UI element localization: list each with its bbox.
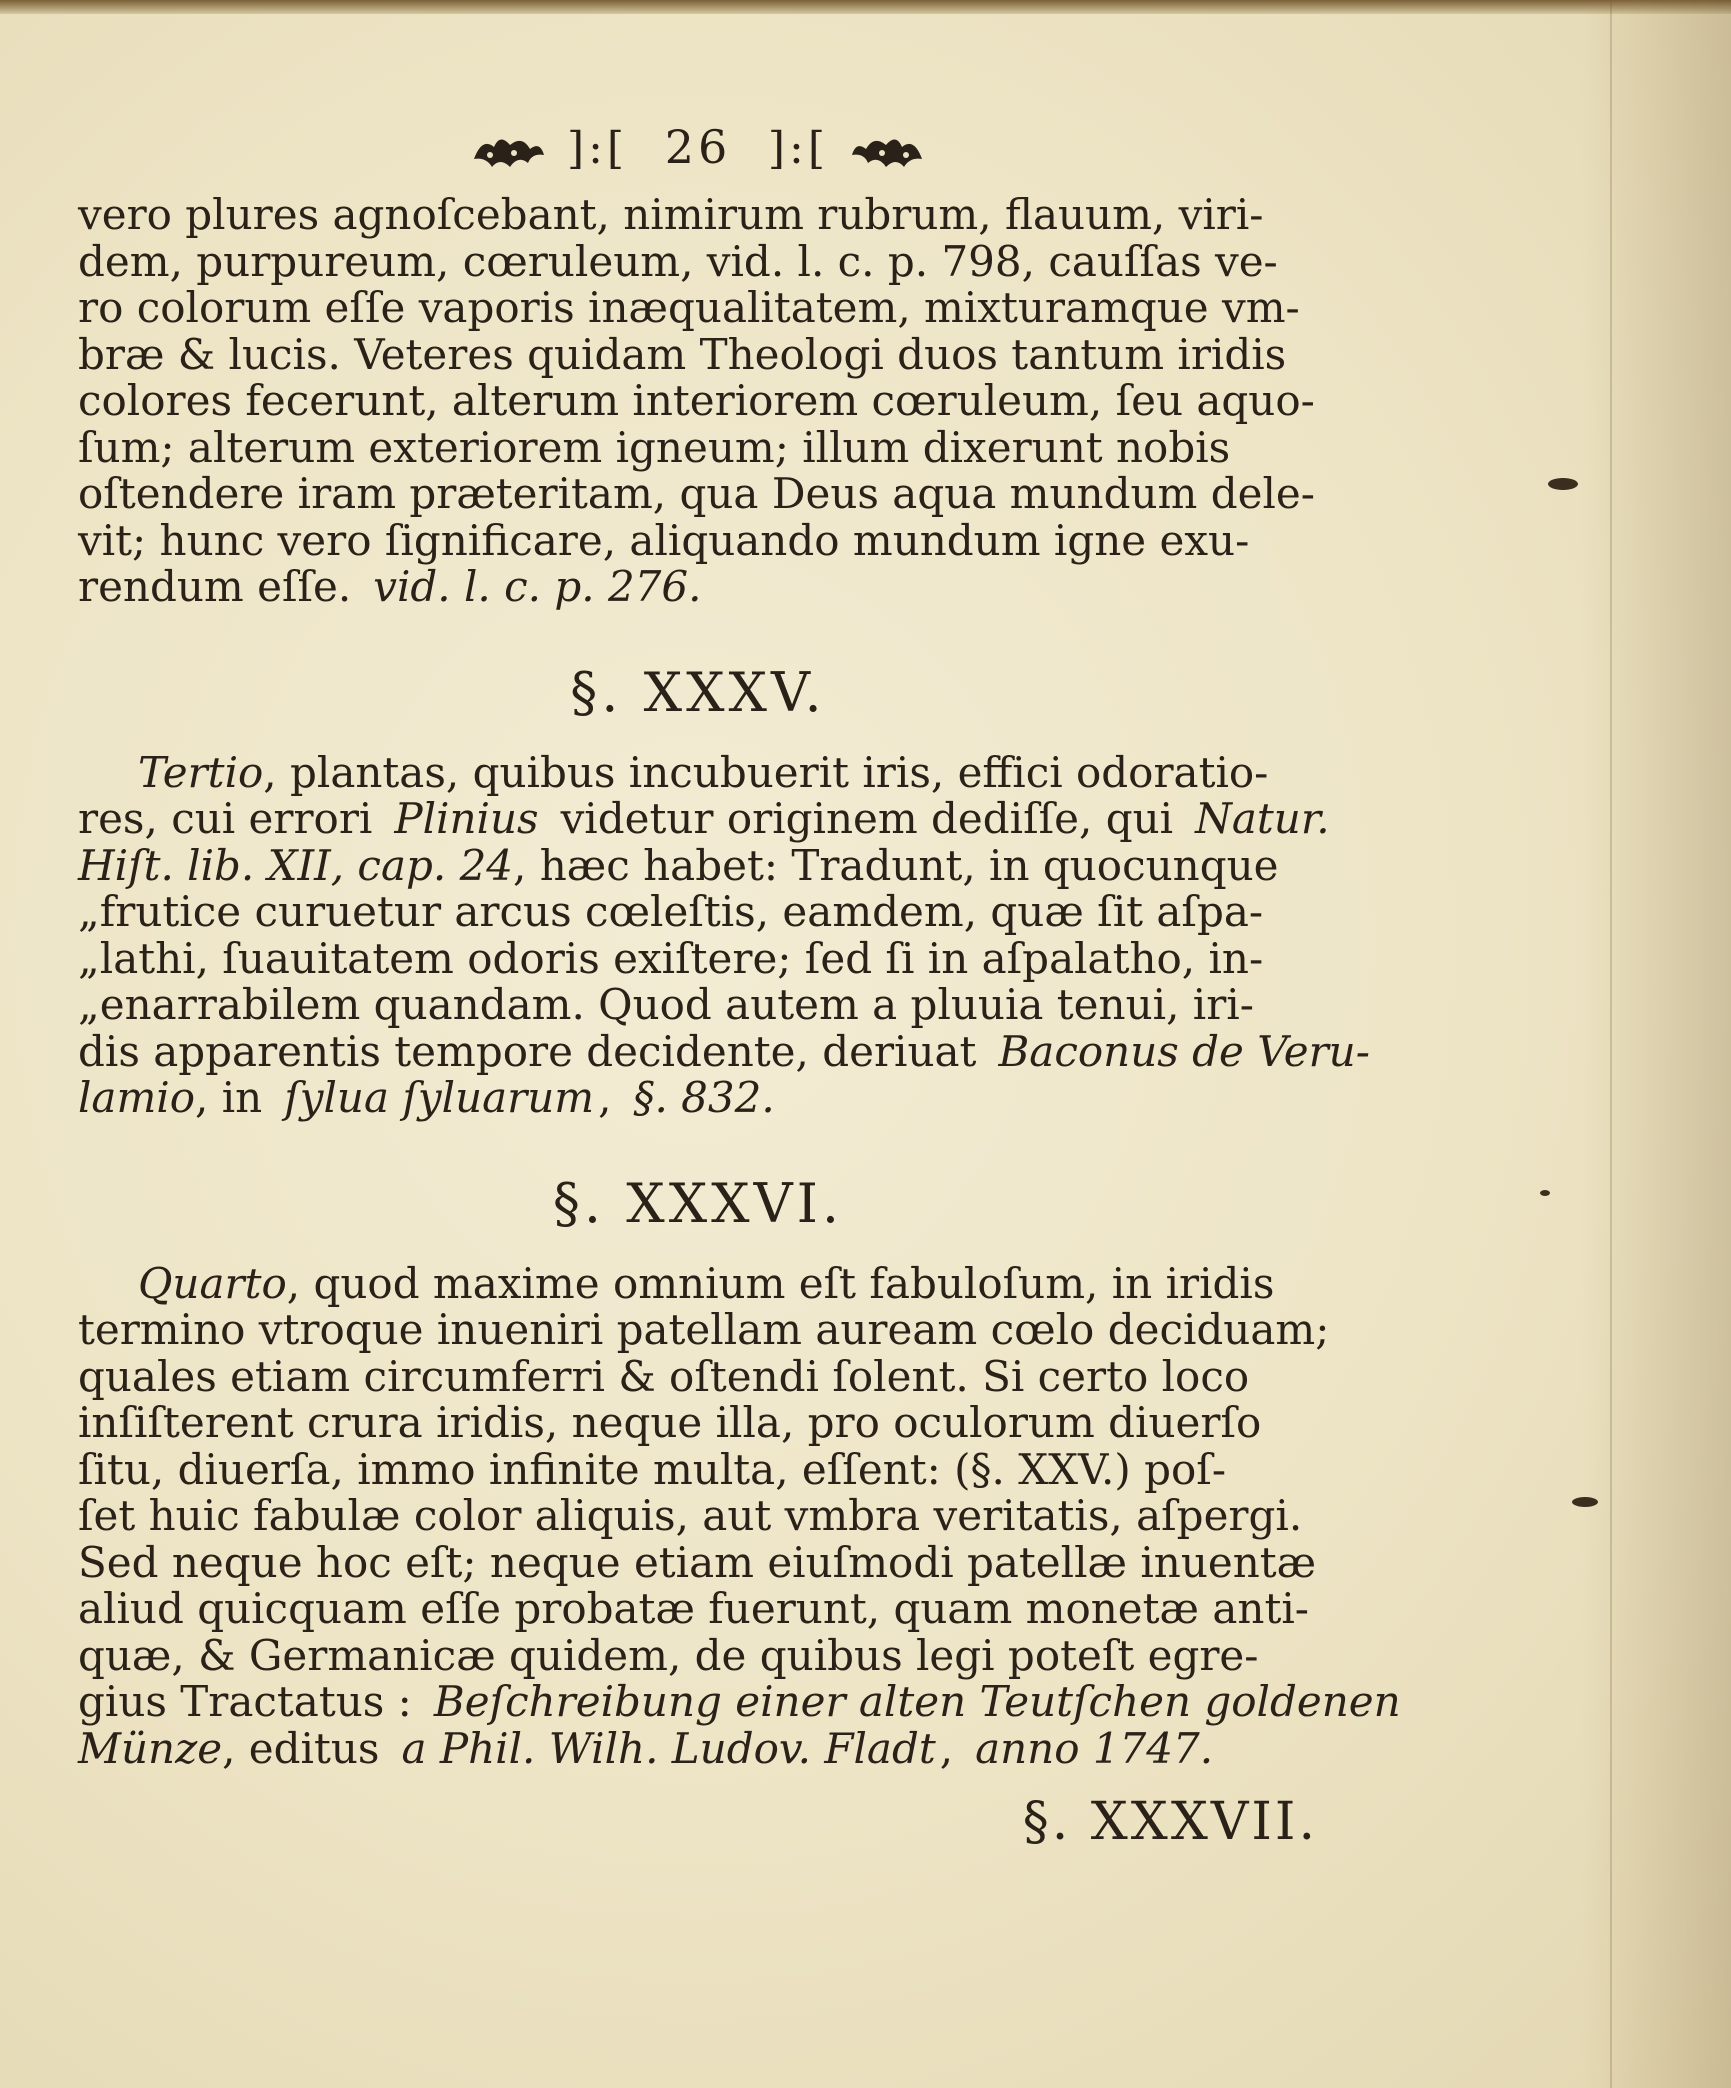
text-segment: , hæc habet: Tradunt, in quocunque [513, 840, 1279, 890]
catchword: §. XXXVII. [1022, 1792, 1318, 1852]
text-line: colores fecerunt, alterum interiorem cœruleum, ſeu aquo- [78, 376, 1315, 425]
left-ornament-icon [470, 129, 548, 173]
text-line [78, 840, 1318, 890]
text-segment: , editus [222, 1723, 380, 1773]
header-bracket-right: ]:[ [767, 123, 830, 174]
paragraph-continuation [78, 192, 1318, 611]
text-line [78, 794, 1330, 843]
text-line: „lathi, ſuauitatem odoris exiſtere; ſed ſi in aſpalatho, in- [78, 933, 1264, 983]
text-line: vero plures agnoſcebant, nimirum rubrum, flauum, viri- [78, 190, 1264, 239]
text-segment: rendum eſſe. [78, 562, 352, 611]
page-speck [1572, 1497, 1598, 1507]
text-line: „frutice curuetur arcus cœleſtis, eamdem, quæ ſit aſpa- [78, 887, 1264, 936]
text-line: vit; hunc vero ſignificare, aliquando mundum igne exu- [78, 515, 1250, 565]
reference-italic: §. 832. [633, 1073, 775, 1122]
section-xxxvi-paragraph [78, 1258, 1401, 1773]
page-gutter-shadow [1581, 0, 1731, 2088]
text-line-last [78, 1723, 1318, 1773]
text-segment: res, cui errori [78, 794, 373, 843]
header-bracket-left: ]:[ [566, 123, 629, 174]
right-ornament-icon [848, 129, 926, 173]
text-line: quæ, & Germanicæ quidem, de quibus legi poteſt egre- [78, 1630, 1259, 1680]
reference-italic: vid. l. c. p. 276. [373, 562, 702, 611]
page-top-edge [0, 0, 1731, 14]
running-header [78, 120, 1318, 174]
title-italic: ſylua ſyluarum [284, 1073, 595, 1122]
text-line: dem, purpureum, cœruleum, vid. l. c. p. 798, cauſſas ve- [78, 236, 1278, 286]
section-heading-xxxv: §. XXXV. [570, 660, 826, 724]
text-segment: dis apparentis tempore decidente, deriuat [78, 1026, 977, 1076]
name-italic: Plinius [394, 794, 539, 843]
name-italic: Baconus de Veru- [998, 1026, 1370, 1076]
word-italic: Quarto [138, 1258, 287, 1308]
text-line: ſet huic fabulæ color aliquis, aut vmbra veritatis, aſpergi. [78, 1491, 1303, 1540]
text-segment: , [939, 1723, 954, 1773]
text-line: aliud quicquam eſſe probatæ fuerunt, quam monetæ anti- [78, 1584, 1309, 1633]
title-italic: Beſchreibung einer alten Teutſchen goldenen [433, 1677, 1401, 1726]
text-line [78, 1677, 1401, 1726]
text-line: ro colorum eſſe vaporis inæqualitatem, mixturamque vm- [78, 283, 1300, 332]
word-italic: Tertio [138, 747, 264, 797]
text-line: ſitu, diuerſa, immo infinite multa, eſſent: (§. XXV.) poſ- [78, 1444, 1227, 1494]
text-segment: gius Tractatus : [78, 1677, 412, 1726]
text-line [78, 747, 1318, 797]
text-segment: , quod maxime omnium eſt fabuloſum, in iridis [286, 1258, 1275, 1308]
text-line [78, 1026, 1370, 1076]
reference-italic: Natur. [1195, 794, 1330, 843]
text-line: termino vtroque inueniri patellam auream cœlo deciduam; [78, 1305, 1330, 1354]
page-number: 26 [664, 120, 732, 174]
section-heading-xxxvi: §. XXXVI. [552, 1171, 844, 1235]
date-italic: anno 1747. [975, 1723, 1214, 1773]
text-line: ſum; alterum exteriorem igneum; illum dixerunt nobis [78, 422, 1231, 472]
text-line-last [78, 1075, 1318, 1122]
text-line: inſiſterent crura iridis, neque illa, pro oculorum diuerſo [78, 1398, 1262, 1447]
page-speck [1548, 478, 1578, 490]
text-line: „enarrabilem quandam. Quod autem a pluuia tenui, iri- [78, 980, 1254, 1029]
name-italic: a Phil. Wilh. Ludov. Fladt [401, 1723, 936, 1773]
page-speck [1540, 1190, 1550, 1196]
text-segment: videtur originem dediſſe, qui [560, 794, 1174, 843]
page-fold-line [1610, 0, 1612, 2088]
text-line: bræ & lucis. Veteres quidam Theologi duos tantum iridis [78, 329, 1287, 379]
text-segment: , in [195, 1073, 263, 1122]
text-segment: , [598, 1073, 612, 1122]
text-line: oſtendere iram præteritam, qua Deus aqua mundum dele- [78, 469, 1315, 518]
title-italic: Münze [78, 1723, 223, 1773]
page-content [78, 120, 1401, 1852]
section-xxxv-paragraph [78, 747, 1370, 1122]
text-line-last [78, 564, 1318, 611]
text-line [78, 1258, 1318, 1308]
text-line: quales etiam circumferri & oſtendi ſolent. Si certo loco [78, 1351, 1250, 1401]
name-italic: lamio [78, 1073, 196, 1122]
text-segment: , plantas, quibus incubuerit iris, effici odoratio- [263, 747, 1269, 797]
reference-italic: Hiſt. lib. XII, cap. 24 [78, 840, 514, 890]
text-line: Sed neque hoc eſt; neque etiam eiuſmodi patellæ inuentæ [78, 1537, 1317, 1587]
